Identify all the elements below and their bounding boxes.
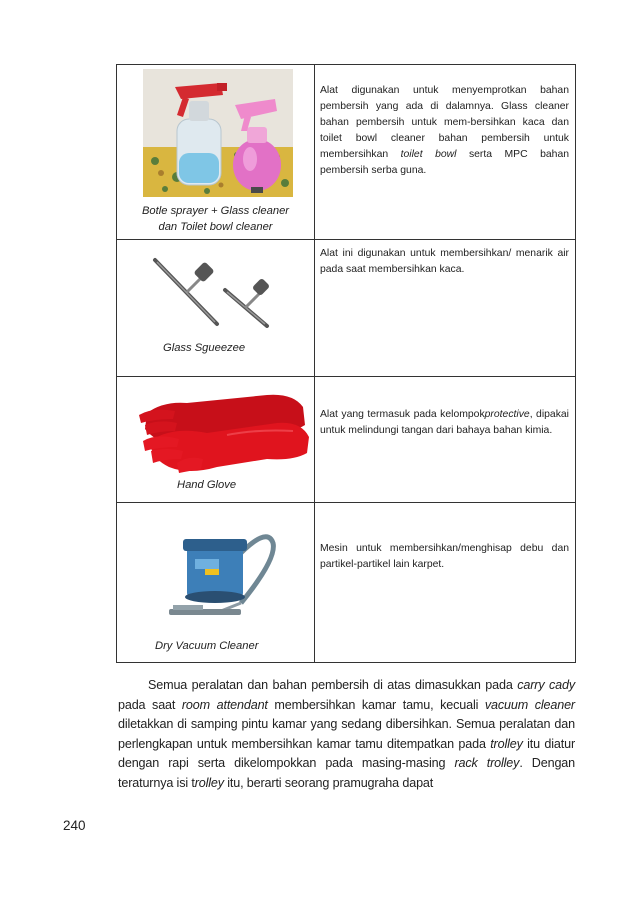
equipment-table — [116, 64, 576, 663]
image-caption: Hand Glove — [177, 479, 237, 491]
table-row — [117, 240, 576, 377]
description-cell — [315, 503, 576, 663]
description-cell — [315, 377, 576, 503]
description-text: Alat digunakan untuk menyemprotkan bahan pembersih yang ada di dalamnya. Glass cleaner bahan pembersih untuk mem-bersihkan kaca dan toilet bowl cleaner bahan pembersih untuk membersihkan toilet bowl serta MPC bahan pembersih serba guna. — [320, 85, 569, 176]
table-row — [117, 65, 576, 240]
spray-bottles-icon — [117, 69, 315, 199]
image-cell — [117, 377, 315, 503]
table-row — [117, 503, 576, 663]
table-row — [117, 377, 576, 503]
rubber-gloves-icon — [117, 385, 315, 477]
body-paragraph: Semua peralatan dan bahan pembersih di atas dimasukkan pada carry cady pada saat room attendant membersihkan kamar tamu, kecuali vacuum cleaner diletakkan di samping pintu kamar yang sedang dibersihkan. Semua peralatan dan perlengkapan untuk membersihkan kamar tamu ditempatkan pada trolley itu diatur dengan rapi serta dikelompokkan pada masing-masing rack trolley. Dengan teraturnya isi trolley itu, berarti seorang pramugraha dapat — [118, 678, 576, 790]
squeegee-icon — [117, 254, 315, 328]
image-caption: Botle sprayer + Glass cleaner dan Toilet bowl cleaner — [141, 205, 290, 233]
description-text: Alat yang termasuk pada kelompokprotective, dipakai untuk melindungi tangan dari bahaya bahan kimia. — [320, 409, 569, 436]
description-text: Mesin untuk membersihkan/menghisap debu dan partikel-partikel lain karpet. — [320, 543, 569, 570]
image-caption: Glass Sgueezee — [163, 342, 246, 354]
description-text: Alat ini digunakan untuk membersihkan/ menarik air pada saat membersihkan kaca. — [320, 248, 569, 275]
image-cell — [117, 65, 315, 240]
page-number: 240 — [63, 818, 86, 833]
description-cell — [315, 65, 576, 240]
vacuum-cleaner-icon — [117, 519, 315, 619]
description-cell — [315, 240, 576, 377]
image-cell — [117, 503, 315, 663]
image-caption: Dry Vacuum Cleaner — [155, 640, 259, 652]
image-cell — [117, 240, 315, 377]
